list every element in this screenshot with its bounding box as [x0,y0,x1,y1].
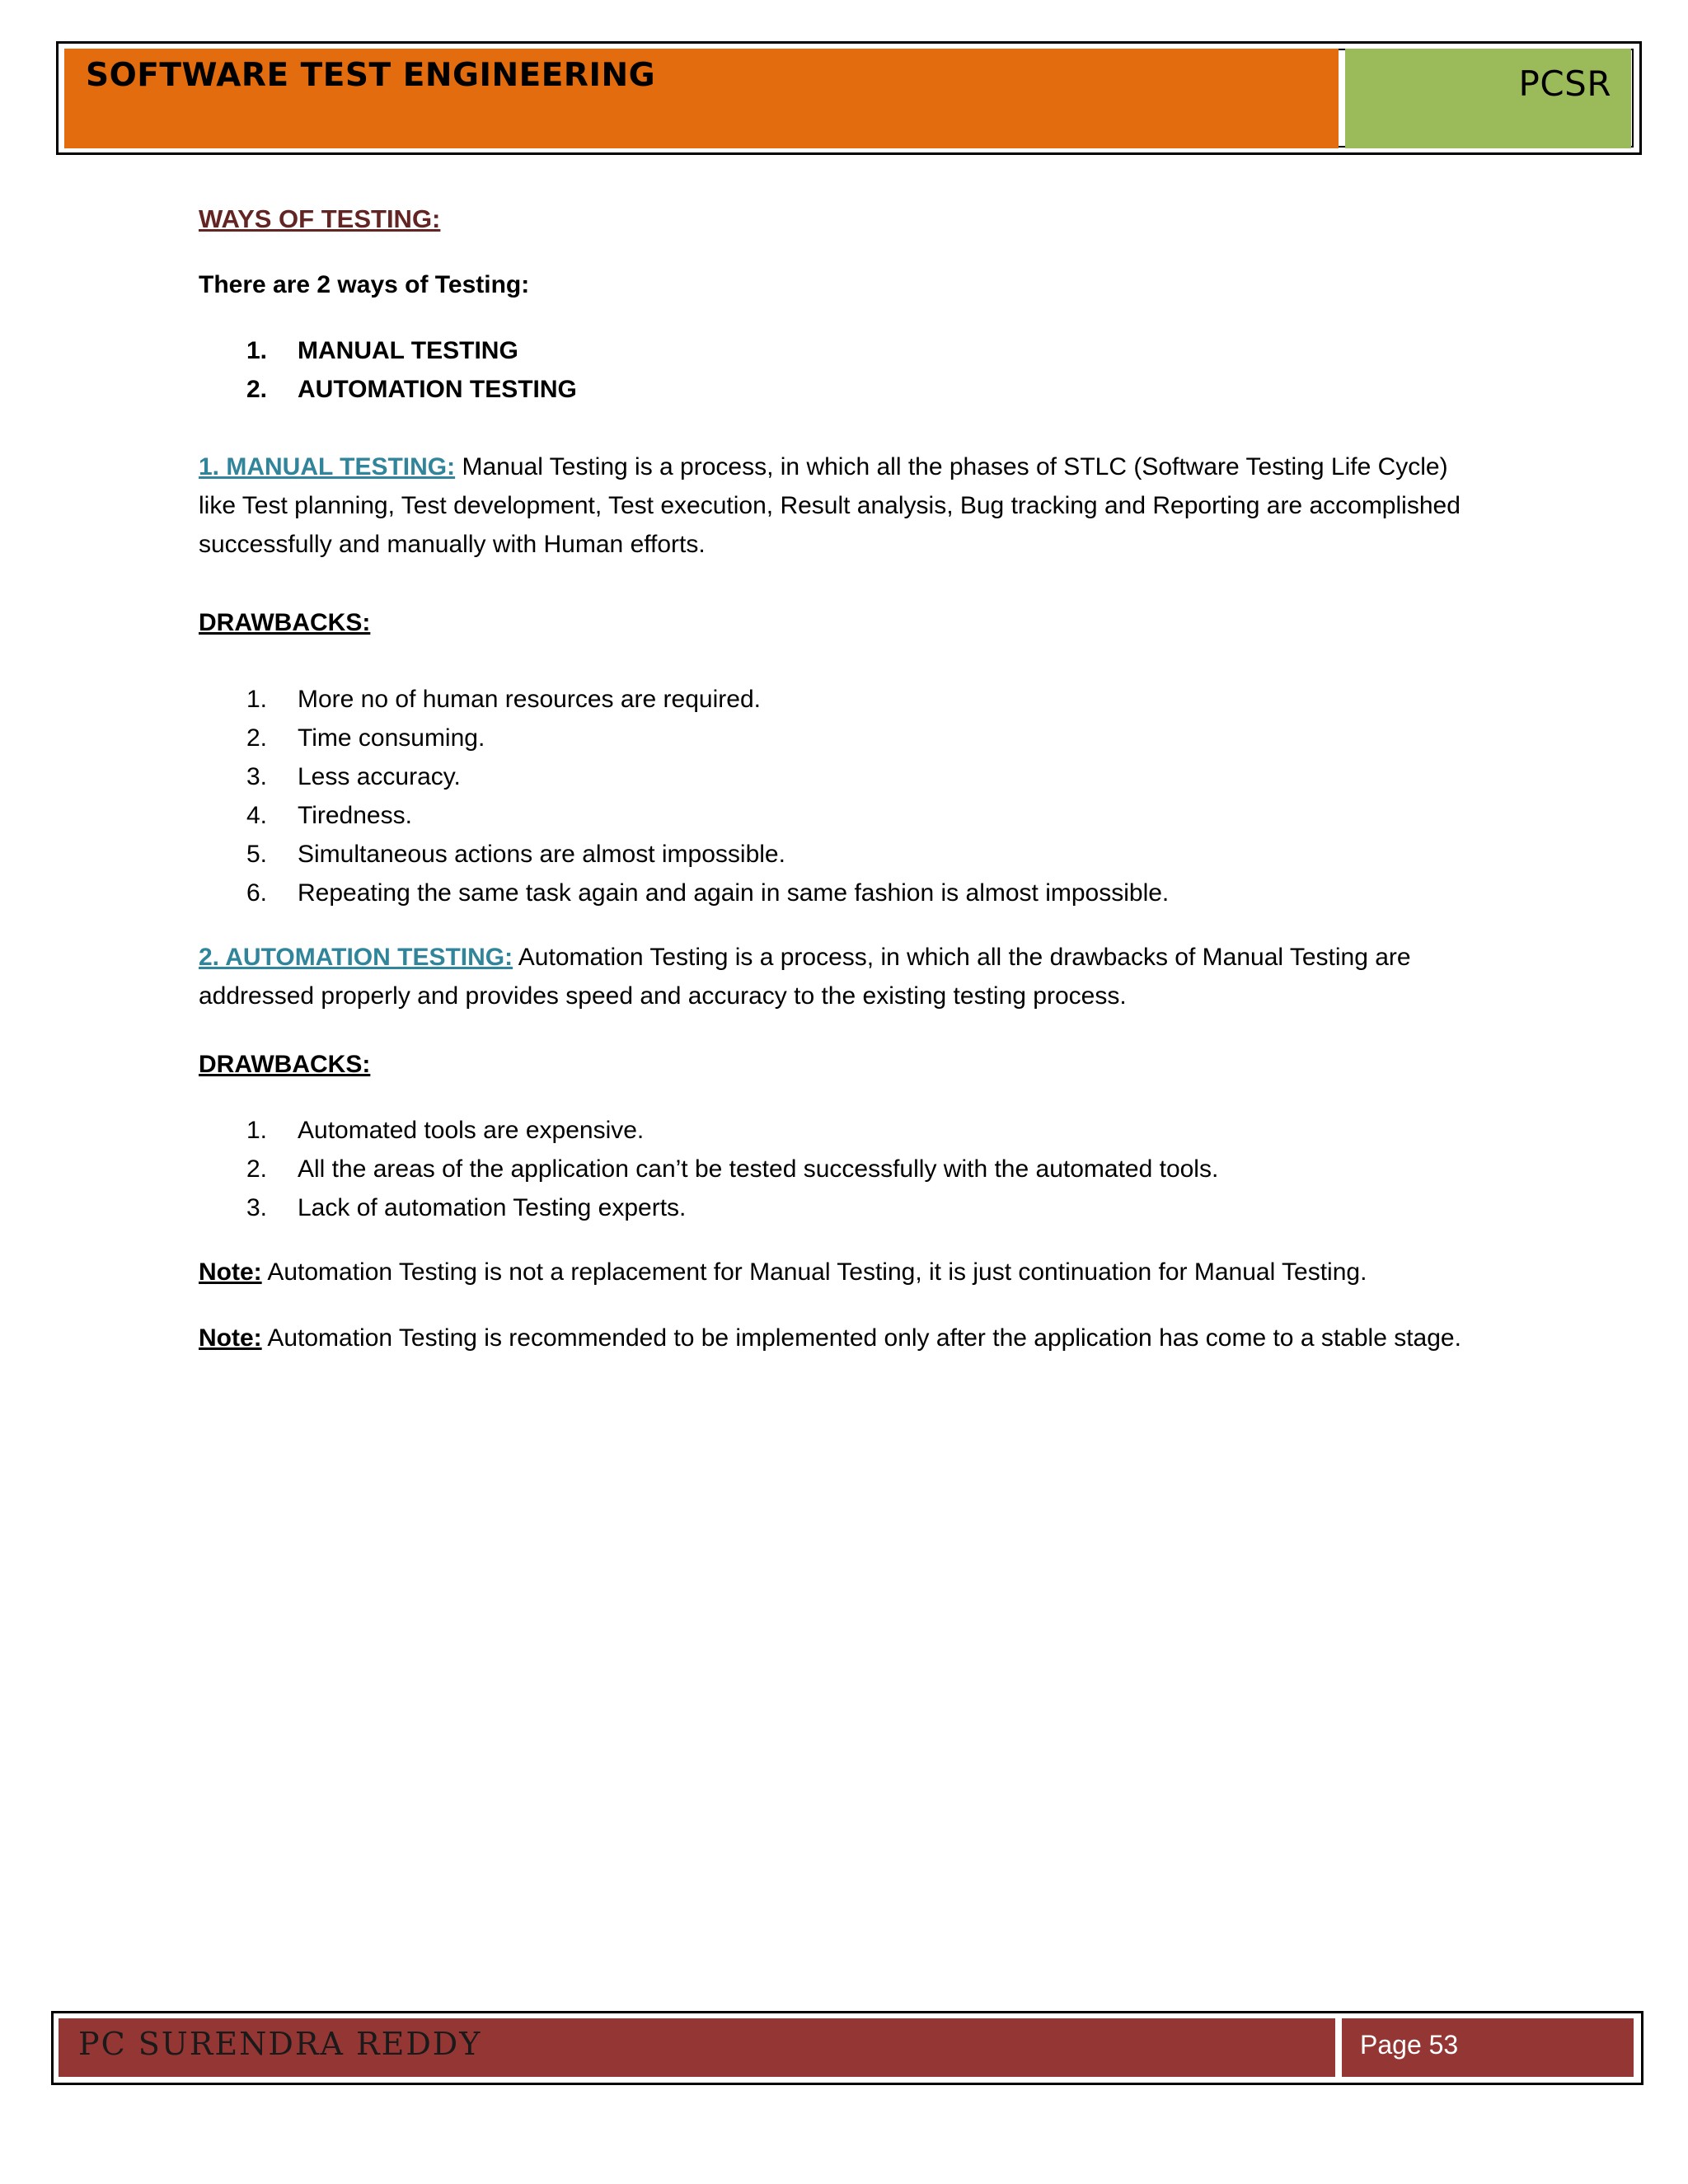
note-label: Note: [199,1324,262,1352]
manual-testing-paragraph [199,448,1484,564]
automation-testing-paragraph [199,938,1484,1015]
list-number: 3. [246,763,268,790]
header-right-cell [1345,49,1631,148]
list-text: Tiredness. [298,802,412,829]
automation-testing-label: 2. AUTOMATION TESTING: [199,944,513,971]
list-number: 3. [246,1194,268,1221]
header-title-cell [64,49,1339,148]
list-number: 2. [246,1155,268,1183]
list-text: Lack of automation Testing experts. [298,1194,687,1221]
list-number: 5. [246,841,268,868]
list-number: 2. [246,724,268,752]
section-heading: WAYS OF TESTING: [199,204,441,233]
list-text: MANUAL TESTING [298,337,518,364]
footer-author-cell [59,2018,1335,2077]
list-text: Automated tools are expensive. [298,1117,645,1144]
automation-testing-text: Automation Testing is a process, in which all the drawbacks of Manual Testing are addressed properly and provides speed and accuracy to the existing testing process. [199,944,1411,1010]
manual-testing-label: 1. MANUAL TESTING: [199,453,456,480]
list-text: AUTOMATION TESTING [298,376,577,403]
footer-author: PC SURENDRA REDDY [78,2026,482,2062]
manual-drawbacks-heading: DRAWBACKS: [199,609,371,636]
note-paragraph [199,1319,1484,1357]
list-number: 4. [246,802,268,829]
manual-testing-text: Manual Testing is a process, in which all the phases of STLC (Software Testing Life Cycle) like Test planning, Test development, Test execution, Result analysis, Bug tracking and Reporting are accomplished successfully and manually with Human efforts. [199,453,1461,558]
list-text: Time consuming. [298,724,485,752]
intro-text: There are 2 ways of Testing: [199,271,530,298]
list-number: 1. [246,1117,268,1144]
page-number: Page 53 [1360,2030,1459,2060]
header-title: SOFTWARE TEST ENGINEERING [86,57,656,94]
footer-page-cell [1342,2018,1634,2077]
list-text: All the areas of the application can’t be tested successfully with the automated tools. [298,1155,1219,1183]
automation-drawbacks-heading: DRAWBACKS: [199,1051,371,1078]
list-number: 2. [246,376,268,403]
list-number: 1. [246,337,268,364]
list-text: Less accuracy. [298,763,461,790]
list-text: More no of human resources are required. [298,686,761,713]
note-text: Automation Testing is recommended to be implemented only after the application has come to a stable stage. [261,1324,1461,1352]
list-number: 1. [246,686,268,713]
header-right-label: PCSR [1518,63,1611,104]
note-paragraph [199,1253,1484,1291]
list-text: Repeating the same task again and again in same fashion is almost impossible. [298,879,1170,907]
note-label: Note: [199,1258,262,1286]
list-text: Simultaneous actions are almost impossible. [298,841,785,868]
note-text: Automation Testing is not a replacement for Manual Testing, it is just continuation for Manual Testing. [261,1258,1367,1286]
list-number: 6. [246,879,268,907]
